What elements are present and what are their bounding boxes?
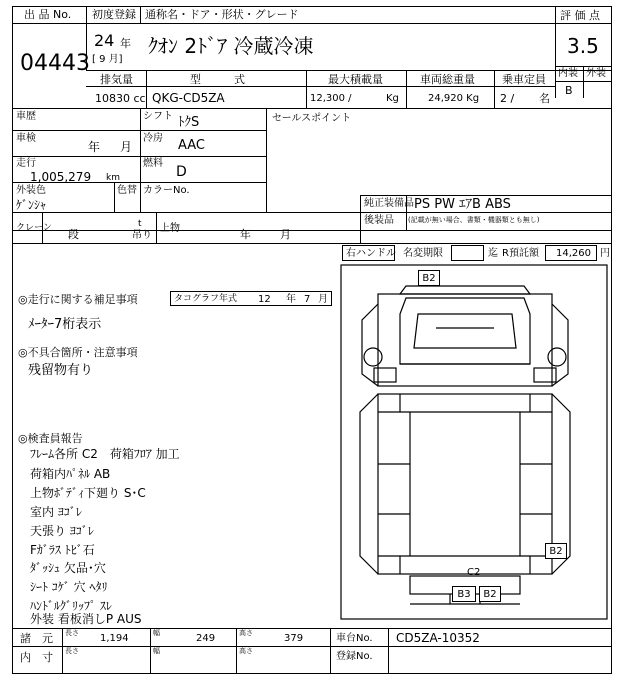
capacity-unit: 名 [539, 92, 550, 105]
mark-rear-frame: C2 [467, 567, 481, 578]
inspector-line: 天張り ﾖｺﾞﾚ [30, 524, 94, 538]
divider [62, 628, 63, 674]
divider [12, 628, 612, 629]
displacement-label: 排気量 [100, 73, 133, 86]
inner-width-label: 幅 [153, 647, 160, 655]
tachograph-month: 7 [304, 294, 311, 305]
inner-dimensions-label: 内 寸 [20, 651, 53, 664]
divider [266, 108, 267, 212]
divider [306, 70, 307, 108]
divider [583, 66, 584, 98]
mileage-unit: km [106, 173, 120, 183]
upper-year-unit: 年 [240, 228, 251, 241]
interior-grade: B [565, 84, 573, 97]
divider [236, 628, 237, 674]
mark-cab-top: B2 [418, 270, 440, 286]
specs-label: 諸 元 [20, 632, 53, 645]
recycle-deposit-value: 14,260 [556, 248, 591, 259]
recycle-deposit-unit: 円 [600, 248, 610, 259]
inner-length-label: 長さ [65, 647, 79, 655]
driving-notes-title: ◎走行に関する補足事項 [18, 293, 138, 306]
color-label: 外装色 [16, 185, 46, 196]
color-value: ｹﾞﾝｼｬ [16, 198, 47, 212]
height-value: 379 [284, 633, 304, 644]
divider [555, 6, 556, 98]
divider [12, 108, 612, 109]
displacement-value: 10830 cc [95, 92, 146, 105]
aftermarket-note: (記載が無い場合、書類・機器類とも無し) [408, 216, 540, 224]
first-registration-month: [ 9 月] [92, 54, 123, 65]
crane-hoist-label: 吊り [132, 230, 152, 241]
divider [494, 70, 495, 108]
lot-number-label: 出 品 No. [24, 8, 72, 21]
tachograph-year-unit: 年 [286, 294, 296, 305]
crane-ton-unit: t [138, 219, 142, 229]
divider [150, 628, 151, 674]
tachograph-year: 12 [258, 294, 271, 305]
divider [360, 195, 612, 196]
divider [114, 182, 115, 212]
grade-score: 3.5 [567, 34, 599, 58]
width-value: 249 [196, 633, 216, 644]
model-label: 型 式 [190, 73, 245, 86]
crane-stage-unit: 段 [68, 228, 79, 241]
gross-weight-value: 24,920 Kg [428, 93, 480, 104]
lot-number: 04443 [20, 51, 90, 76]
inspection-label: 車検 [16, 133, 36, 144]
defects-title: ◎不具合箇所・注意事項 [18, 346, 138, 359]
divider [140, 6, 141, 23]
divider [555, 81, 612, 82]
divider [330, 628, 331, 674]
equipment-value: PS PW ｴｱB ABS [414, 197, 511, 212]
ac-value: AAC [178, 138, 205, 153]
interior-grade-label: 内装 [558, 68, 578, 79]
color-code-label: カラーNo. [143, 185, 190, 196]
first-registration-year: 24 [94, 31, 115, 50]
name-change-box [451, 245, 484, 261]
divider [156, 212, 157, 243]
inspector-line: 外装 看板消しP AUS [30, 612, 142, 626]
width-label: 幅 [153, 629, 160, 637]
inspector-line: ｼｰﾄ ｺｹﾞ 穴 ﾍﾀﾘ [30, 580, 108, 594]
mileage-label: 走行 [16, 158, 36, 169]
shift-value: ﾄｸS [178, 115, 200, 130]
max-load-value: 12,300 / [310, 93, 352, 104]
shift-label: シフト [143, 111, 173, 122]
frame-number-label: 車台No. [336, 633, 373, 644]
divider [12, 23, 612, 24]
exterior-grade-label: 外装 [586, 68, 606, 79]
divider [12, 212, 612, 213]
mileage-value: 1,005,279 [30, 170, 92, 184]
inspector-line: 荷箱内ﾊﾟﾈﾙ AB [30, 467, 111, 481]
capacity-label: 乗車定員 [502, 73, 546, 86]
first-registration-label: 初度登録 [92, 8, 136, 21]
name-change-label: 名変期限 [403, 248, 443, 259]
frame-number: CD5ZA-10352 [396, 631, 480, 645]
divider [12, 230, 612, 231]
inspector-line: Fｶﾞﾗｽ ﾄﾋﾞ石 [30, 543, 95, 557]
max-load-unit: Kg [386, 93, 399, 104]
inspection-year-unit: 年 [88, 140, 101, 154]
inspection-month-unit: 月 [120, 140, 133, 154]
divider [406, 70, 407, 108]
registration-label: 登録No. [336, 651, 373, 662]
max-load-label: 最大積載量 [328, 73, 383, 86]
divider [12, 646, 612, 647]
equipment-label: 純正装備品 [364, 198, 414, 209]
divider [86, 86, 555, 87]
defects-note: 残留物有り [28, 363, 94, 378]
aftermarket-label: 後装品 [364, 215, 394, 226]
inspector-line: ﾌﾚｰﾑ各所 C2 荷箱ﾌﾛｱ 加工 [30, 447, 180, 461]
vehicle-name-label: 通称名・ドア・形状・グレード [145, 8, 299, 21]
tachograph-label: タコグラフ年式 [174, 294, 238, 304]
divider [86, 70, 612, 71]
until-label: 迄 [488, 248, 498, 259]
length-value: 1,194 [100, 633, 129, 644]
recycle-deposit-label: R預託額 [502, 248, 539, 259]
sales-points-label: セールスポイント [272, 113, 352, 124]
inner-height-label: 高さ [239, 647, 253, 655]
crane-label: クレーン [16, 223, 52, 233]
upper-month-unit: 月 [280, 228, 291, 241]
inspector-line: 上物ﾎﾞﾃﾞｨ下廻り S･C [30, 486, 146, 500]
inspector-line: ﾀﾞｯｼｭ 欠品･穴 [30, 561, 106, 575]
capacity-value: 2 / [500, 92, 515, 105]
mark-cargo-right: B2 [545, 543, 567, 559]
height-label: 高さ [239, 629, 253, 637]
divider [360, 212, 361, 243]
year-unit: 年 [120, 37, 131, 50]
upper-body-label: 上物 [160, 223, 180, 234]
gross-weight-label: 車両総重量 [420, 73, 475, 86]
steering-side: 右ハンドル [346, 248, 396, 259]
inspector-line: 室内 ﾖｺﾞﾚ [30, 505, 82, 519]
mark-rear-left: B3 [452, 586, 476, 602]
driving-note: ﾒｰﾀｰ7桁表示 [28, 317, 102, 332]
divider [146, 70, 147, 108]
inspector-title: ◎検査員報告 [18, 432, 83, 445]
divider [388, 628, 389, 674]
mark-rear-right: B2 [479, 586, 501, 602]
divider [12, 243, 612, 244]
divider [12, 156, 266, 157]
divider [12, 130, 266, 131]
grade-label: 評 価 点 [560, 9, 600, 22]
model-code: QKG-CD5ZA [152, 91, 225, 105]
tachograph-month-unit: 月 [318, 294, 328, 305]
color-change-label: 色替 [117, 185, 137, 196]
fuel-label: 燃料 [143, 158, 163, 169]
length-label: 長さ [65, 629, 79, 637]
history-label: 車歴 [16, 111, 36, 122]
fuel-value: D [176, 164, 187, 180]
vehicle-name: ｸｵﾝ 2ﾄﾞｱ 冷蔵冷凍 [148, 34, 314, 58]
inspector-line: ﾊﾝﾄﾞﾙｸﾞﾘｯﾌﾟ ｽﾚ [30, 599, 112, 613]
ac-label: 冷房 [143, 133, 163, 144]
divider [140, 108, 141, 212]
